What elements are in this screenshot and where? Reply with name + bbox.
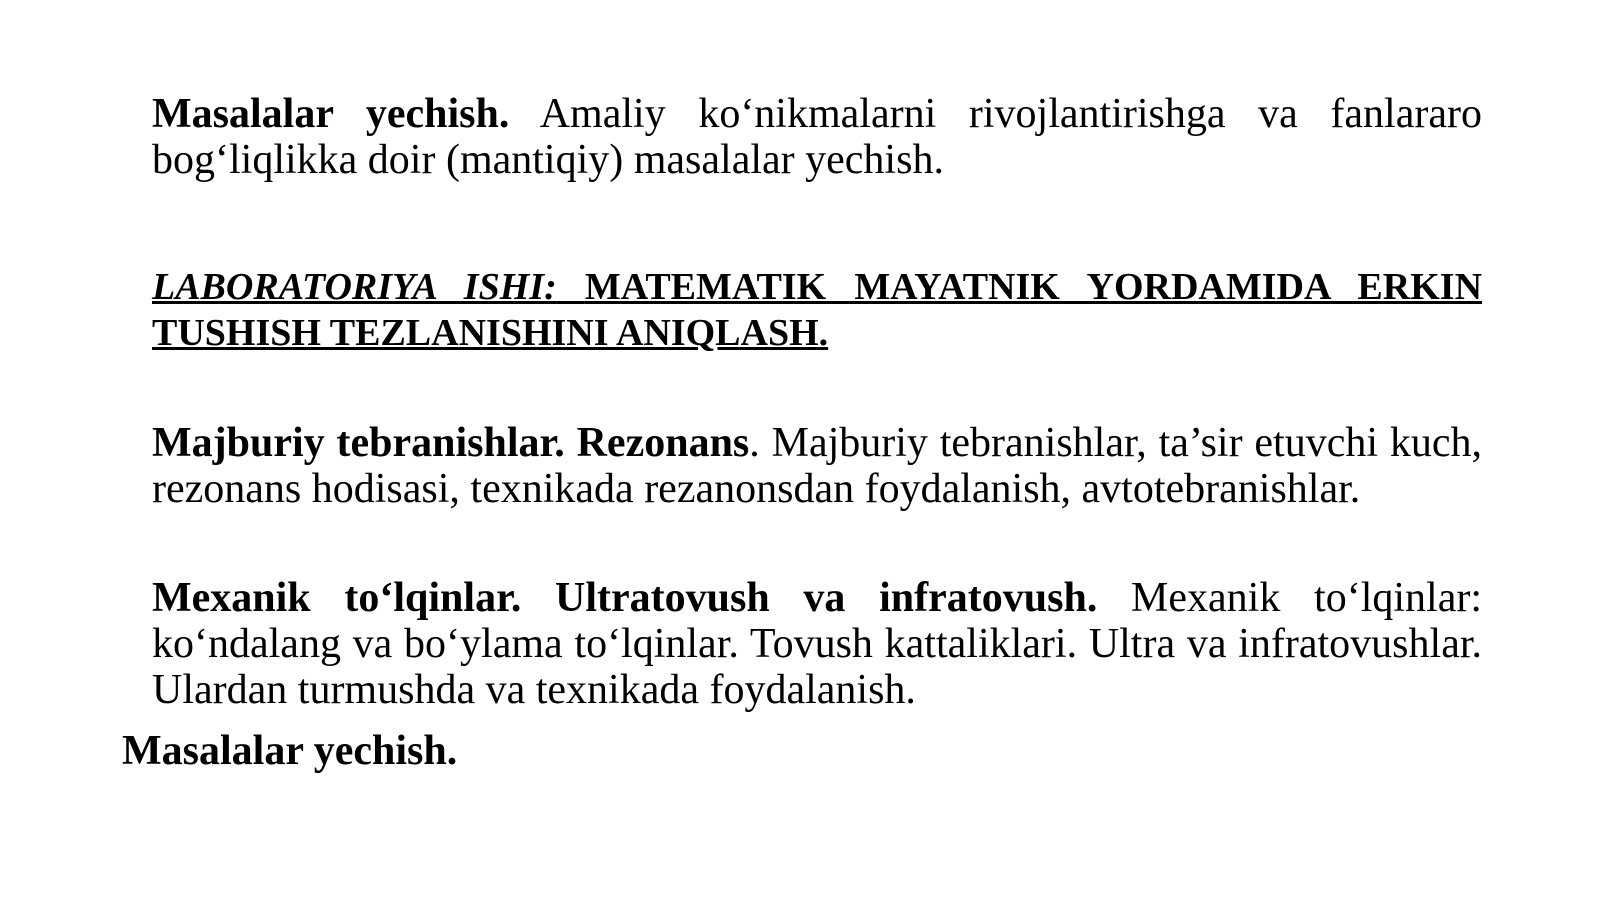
lab-work-label: LABORATORIYA ISHI:	[152, 266, 557, 308]
paragraph-body: Mexanik to‘lqinlar: ko‘ndalang va bo‘ylama to‘lqinlar. Tovush kattaliklari. Ultra va infratovushlar. Ulardan turmushda va texnikada foydalanish.	[152, 575, 1483, 713]
paragraph-body: Amaliy ko‘nikmalarni rivojlantirishga va fanlararo bog‘liqlikka doir (mantiqiy) masalalar yechish.	[152, 91, 1482, 183]
paragraph-mexanik-tolqinlar	[152, 575, 1482, 713]
paragraph-heading: Mexanik to‘lqinlar. Ultratovush va infratovush.	[152, 575, 1098, 621]
paragraph-heading: Masalalar yechish.	[122, 728, 458, 774]
paragraph-heading: Masalalar yechish.	[152, 91, 510, 137]
paragraph-masalalar-yechish-final	[122, 728, 457, 774]
paragraph-body: . Majburiy tebranishlar, ta’sir etuvchi kuch, rezonans hodisasi, texnikada rezanonsdan foydalanish, avtotebranishlar.	[152, 420, 1482, 512]
paragraph-masalalar-yechish	[152, 91, 1482, 183]
paragraph-heading: Majburiy tebranishlar. Rezonans	[152, 420, 750, 466]
lab-work-heading	[152, 264, 1482, 356]
lab-work-title: MATEMATIK MAYATNIK YORDAMIDA ERKIN TUSHISH TEZLANISHINI ANIQLASH.	[152, 266, 1483, 354]
paragraph-majburiy-tebranishlar	[152, 420, 1482, 512]
